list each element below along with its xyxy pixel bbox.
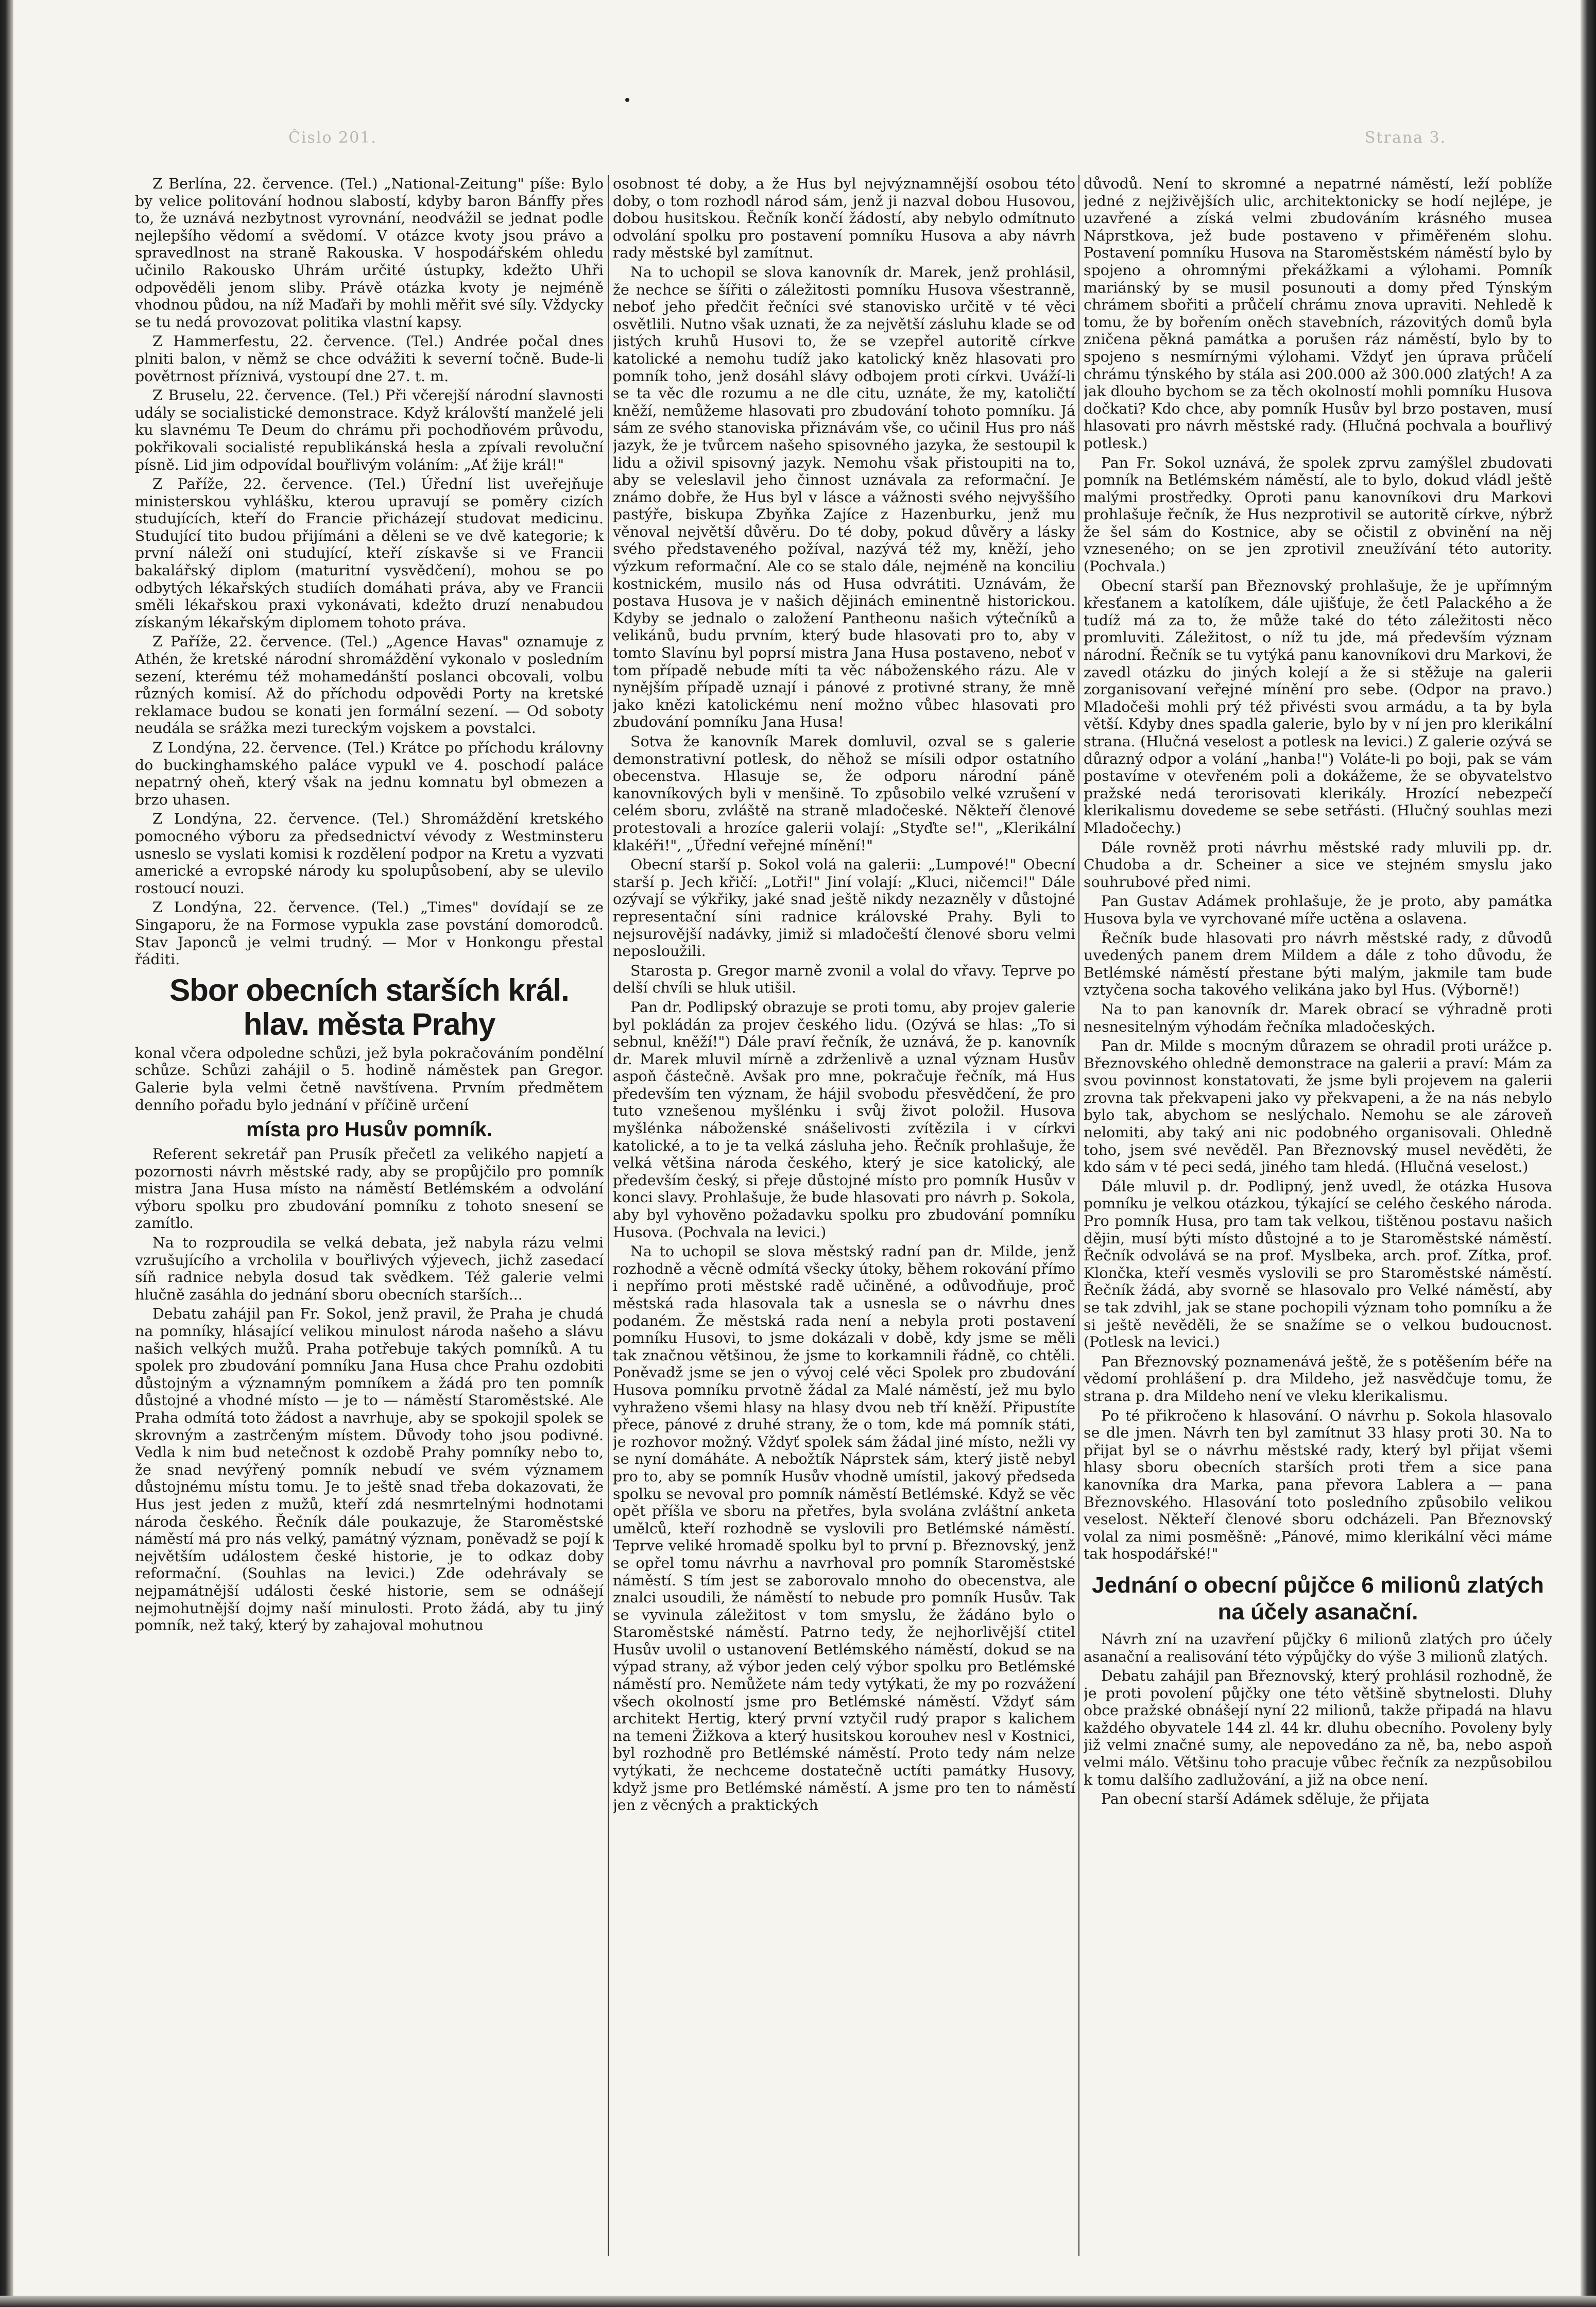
news-item-london-1: Z Londýna, 22. července. (Tel.) Krátce po příchodu královny do buckinghamského paláce vypukl ve 4. poschodí paláce nepatrný oheň, který však na jednu komnatu byl obmezen a brzo uhasen. xyxy=(135,739,604,808)
column-left xyxy=(135,175,604,2271)
bleed-through-page-number: Čislo 201. xyxy=(288,129,377,146)
article-paragraph: Pan dr. Podlipský obrazuje se proti tomu, aby projev galerie byl pokládán za projev českého lidu. (Ozývá se hlas: „To si sebnul, kněží!") Dále praví řečník, že uznává, že p. kanovník dr. Marek mluvil mírně a zdrženlivě a uznal význam Husův aspoň částečně. Avšak pro mne, pokračuje řečník, má Hus především ten význam, že hájil svobodu přesvědčení, že pro tuto vznešenou myšlénku i svůj život položil. Husova myšlénka náboženské snášelivosti zvítězila i v církvi katolické, a to je ta velká zásluha jeho. Řečník prohlašuje, že velká většina národa českého, který je sice katolický, ale především český, si přeje důstojné místo pro pomník Husův v konci slavy. Prohlašuje, že bude hlasovati pro návrh p. Sokola, aby byl vyhověno požadavku spolku pro zbudování pomníku Husova. (Pochvala na levici.) xyxy=(613,998,1075,1241)
article-paragraph: Pan dr. Milde s mocným důrazem se ohradil proti urážce p. Březnovského ohledně demonstrace na galerii a praví: Mám za svou povinnost konstatovati, že jsme byli projevem na galerii zrovna tak překvapeni jako vy překvapeni, a že na nás nebylo bylo tak, abychom se neslýchalo. Nemohu se ale zároveň nelomiti, aby taký ani nic podobného organisovali. Ohledně toho, jsem své nevěděl. Pan Březnovský musel nevěděti, že kdo sám v té peci sedá, jiného tam hledá. (Hlučná veselost.) xyxy=(1084,1037,1552,1176)
article-paragraph: Obecní starší pan Březnovský prohlašuje, že je upřímným křesťanem a katolíkem, dále ujišťuje, že četl Palackého a že tudíž má za to, že může také do této záležitosti něco promluviti. Záležitost, o níž tu jde, má především význam národní. Řečník se tu vytýká panu kanovníkovi dru Markovi, že zavedl otázku do jiných kolejí a že si stěžuje na galerii zorganisovaní veřejné mínění pro sebe. (Odpor na pravo.) Mladočeši mohli prý též přivésti svou armádu, a ta by byla větší. Kdyby dnes spadla galerie, bylo by v ní jen pro klerikální strana. (Hlučná veselost a potlesk na levici.) Z galerie ozývá se důrazný odpor a volání „hanba!") Voláte-li po boji, pak se vám postavíme v otevřeném poli a dokážeme, že se obyvatelstvo pražské nedá terorisovati klerikály. Hrozící nebezpečí klerikalismu dovedeme se sebe setřásti. (Hlučný souhlas mezi Mladočechy.) xyxy=(1084,577,1552,836)
column-right xyxy=(1084,175,1552,2271)
article-paragraph: Pan Fr. Sokol uznává, že spolek zprvu zamýšlel zbudovati pomník na Betlémském náměstí, ale to bylo, dokud vládl ještě malými prostředky. Oproti panu kanovníkovi dru Markovi prohlašuje řečník, že Hus nezprotivil se autoritě církve, nýbrž že šel sám do Kostnice, aby se očistil z obvinění na něj vzneseného; on se jen zprotivil zneužívání této autority. (Pochvala.) xyxy=(1084,454,1552,575)
article-paragraph: Pan Březnovský poznamenává ještě, že s potěšením béře na vědomí prohlášení p. dra Mildeho, jež nasvědčuje tomu, že strana p. dra Mildeho není ve vleku klerikalismu. xyxy=(1084,1353,1552,1405)
article-subheadline-hus-monument: místa pro Husův pomník. xyxy=(246,1118,492,1141)
news-item-berlin: Z Berlína, 22. července. (Tel.) „National-Zeitung" píše: Bylo by velice politování hodnou slabostí, kdyby baron Bánffy přes to, že uznává nezbytnost vyrovnání, neodvážil se jednat podle nejlepšího vědomí a svědomí. V otázce kvoty jsou právo a spravedlnost na straně Rakouska. V hospodářském ohledu učinilo Rakousko Uhrám určité ústupky, kdežto Uhři odpověděli jenom sliby. Právě otázka kvoty je nejméně vhodnou půdou, na níž Maďaři by mohli měřit své síly. Vždycky se tu nedá provozovat politika vlastní kapsy. xyxy=(135,175,604,331)
article-paragraph: Na to rozproudila se velká debata, jež nabyla rázu velmi vzrušujícího a vrcholila v bouřlivých výjevech, jichž zasedací síň radnice nebyla dosud tak svědkem. Též galerie velmi hlučně zasáhla do jednání sboru obecních starších... xyxy=(135,1234,604,1303)
article-paragraph: Dále mluvil p. dr. Podlipný, jenž uvedl, že otázka Husova pomníku je velkou otázkou, týkající se celého českého národa. Pro pomník Husa, pro tam tak velkou, tištěnou postavu našich dějin, musí býti místo důstojné a to je Staroměstské náměstí. Řečník odvolává se na prof. Myslbeka, arch. prof. Zítka, prof. Klončka, kteří vesměs vyslovili se pro Staroměstské náměstí. Řečník žádá, aby svorně se hlasovalo pro Velké náměstí, aby se tak zdvihl, jak se stane pochopili význam toho pomníku a že si ještě nevěděli, že se snažíme se o velkou budoucnost. (Potlesk na levici.) xyxy=(1084,1177,1552,1351)
news-item-paris-1: Z Paříže, 22. července. (Tel.) Úřední list uveřejňuje ministerskou vyhlášku, kterou upravují se poměry cizích studujících, kteří do Francie přicházejí studovat medicinu. Studující tito budou přijímáni a děleni se ve dvě kategorie; k první náleží oni studující, kteří získavše si ve Francii bakalářský diplom (maturitní vysvědčení), mohou se po odbytých lékařských studiích domáhati práva, aby ve Francii směli lékařskou praxi vykonávati, kdežto druzí nenabudou získaným lékařským diplomem tohoto práva. xyxy=(135,475,604,631)
article-paragraph: Řečník bude hlasovati pro návrh městské rady, z důvodů uvedených panem drem Mildem a dále z toho důvodu, že Betlémské náměstí přestane býti malým, jakmile tam bude vztyčena socha takového velikána jako byl Hus. (Výborně!) xyxy=(1084,929,1552,999)
column-rule-1 xyxy=(608,175,609,2256)
article-paragraph: Referent sekretář pan Prusík přečetl za velikého napjetí a pozornosti návrh městské rady, aby se propůjčilo pro pomník mistra Jana Husa místo na náměstí Betlémském a odvolání výboru spolku pro zbudování pomníku z tohoto snesení se zamítlo. xyxy=(135,1146,604,1232)
article-paragraph: Starosta p. Gregor marně zvonil a volal do vřavy. Teprve po delší chvíli se hluk utišil. xyxy=(613,962,1075,997)
article-paragraph: Obecní starší p. Sokol volá na galerii: „Lumpové!" Obecní starší p. Jech křičí: „Lotři!" Jiní volají: „Kluci, ničemci!" Dále ozývají se výkřiky, jaké snad ještě nikdy nezazněly v důstojné representační síni radnice královské Prahy. Byli to nejsurovější nadávky, jimiž si mladočeští členové sboru velmi neposloužili. xyxy=(613,856,1075,960)
article-paragraph: Na to pan kanovník dr. Marek obrací se výhradně proti nesnesitelným výhodám řečníka mladočeských. xyxy=(1084,1000,1552,1035)
article-paragraph: Debatu zahájil pan Březnovský, který prohlásil rozhodně, že je proti povolení půjčky one této většině sbytnelosti. Dluhy obce pražské obnášejí nyní 22 milionů, takže připadá na hlavu každého obyvatele 144 zl. 44 kr. dluhu obecního. Povoleny byly již velmi značné sumy, ale nepovedáno za ně, ba, nebo aspoň velmi málo. Většinu toho pracuje vůbec řečník za nezpůsobilou k tomu dalšího zadlužování, a již na obce není. xyxy=(1084,1667,1552,1788)
article-headline-loan: Jednání o obecní půjčce 6 milionů zlatých na účely asanační. xyxy=(1092,1572,1544,1625)
article-paragraph: Návrh zní na uzavření půjčky 6 milionů zlatých pro účely asanační a realisování této výpůjčky do výše 3 milionů zlatých. xyxy=(1084,1630,1552,1665)
article-paragraph: Pan Gustav Adámek prohlašuje, že je proto, aby památka Husova byla ve vyrchované míře uctěna a oslavena. xyxy=(1084,893,1552,927)
news-item-london-3: Z Londýna, 22. července. (Tel.) „Times" dovídají se ze Singaporu, že na Formose vypukla zase povstání domorodců. Stav Japonců je velmi trudný. — Mor v Honkongu přestal řáditi. xyxy=(135,899,604,968)
scan-edge-bottom xyxy=(0,2296,1596,2307)
article-paragraph: důvodů. Není to skromné a nepatrné náměstí, leží poblíže jedné z nejživějších ulic, architektonicky se hodí nejlépe, je uzavřené a získá velmi zbudováním krásného musea Náprstkova, jež bude postaveno v přiměřeném slohu. Postavení pomníku Husova na Staroměstském náměstí bylo by spojeno a ohromnými překážkami a výlohami. Pomník mariánský by se musil posunouti a domy před Týnským chrámem sbořiti a průčelí chrámu znova upraviti. Nehledě k tomu, že by bořením oněch stavebních, rázovitých domů byla zničena pěkná památka a porušen ráz náměstí, bylo by to spojeno s nesmírnými výlohami. Vždyť jen úprava průčelí chrámu týnského by stála asi 200.000 až 300.000 zlatých! A za jak dlouho bychom se za těch okolností mohli pomníku Husova dočkati? Kdo chce, aby pomník Husův byl brzo postaven, musí hlasovati pro návrh městské rady. (Hlučná pochvala a bouřlivý potlesk.) xyxy=(1084,175,1552,452)
article-headline-council: Sbor obecních starších král. hlav. města Prahy xyxy=(169,972,569,1041)
bleed-through-page-label: Strana 3. xyxy=(1365,129,1447,146)
news-item-london-2: Z Londýna, 22. července. (Tel.) Shromáždění kretského pomocného výboru za předsednictví vévody z Westminsteru usneslo se vyslati komisi k rozdělení podpor na Kretu a vyzvati americké a evropské národy ku spolupůsobení, aby se ulevilo rostoucí nouzi. xyxy=(135,810,604,897)
article-paragraph: Po té přikročeno k hlasování. O návrhu p. Sokola hlasovalo se dle jmen. Návrh ten byl zamítnut 33 hlasy proti 30. Na to přijat byl se o návrhu městské rady, který byl přijat všemi hlasy sboru obecních starších proti třem a sice pana kanovníka dra Marka, pana převora Lablera a — pana Březnovského. Hlasování toto posledního způsobilo velikou veselost. Někteří členové sboru odcházeli. Pan Březnovský volal za nimi posměšně: „Pánové, mimo klerikální věci máme tak hospodářské!" xyxy=(1084,1407,1552,1563)
news-item-paris-2: Z Paříže, 22. července. (Tel.) „Agence Havas" oznamuje z Athén, že kretské národní shromáždění vykonalo v posledním sezení, kterému též mohamedánští poslanci obcovali, volbu různých komisí. Až do příchodu odpovědi Porty na kretské reklamace budou se konati jen formální sezení. — Od soboty neudála se srážka mezi tureckým vojskem a povstalci. xyxy=(135,633,604,737)
news-item-hammerfest: Z Hammerfestu, 22. července. (Tel.) Andrée počal dnes plniti balon, v němž se chce odvážiti k severní točně. Bude-li povětrnost příznivá, vystoupí dne 27. t. m. xyxy=(135,333,604,385)
scan-edge-left xyxy=(0,0,13,2307)
article-paragraph: Dále rovněž proti návrhu městské rady mluvili pp. dr. Chudoba a dr. Scheiner a sice ve stejném smyslu jako souhrubové před nimi. xyxy=(1084,839,1552,891)
news-item-brussels: Z Bruselu, 22. července. (Tel.) Při včerejší národní slavnosti udály se socialistické demonstrace. Když královští manželé jeli ku slavnému Te Deum do chrámu při pochodňovém průvodu, pokřikovali socialisté republikánská hesla a zpívali revoluční písně. Lid jim odpovídal bouřlivým voláním: „Ať žije král!" xyxy=(135,387,604,473)
article-paragraph: Na to uchopil se slova městský radní pan dr. Milde, jenž rozhodně a věcně odmítá všecky útoky, během rokování přímo i nepřímo proti městské radě učiněné, a odůvodňuje, proč městská rada hlasovala tak a usnesla se o návrhu dnes podaném. Že městská rada není a nebyla proti postavení pomníku Husovi, to jsme dokázali v době, kdy jsme se měli tak značnou většinou, že jsme to korkamnili řádně, co chtěli. Poněvadž jsme se jen o vývoj celé věci Spolek pro zbudování Husova pomníku prvotně žádal za Malé náměstí, jež mu bylo vyhraženo všemi hlasy na hlasy dvou neb tří kněží. Připustíte přece, pánové z druhé strany, že o tom, kde má pomník státi, je rozhovor možný. Vždyť spolek sám žádal jiné místo, nežli vy se nyní domáháte. A nebožtík Náprstek sám, který jistě nebyl pro to, aby se pomník Husův vhodně umístil, jakový předseda spolku se nevoval pro pomník náměstí Betlémské. Když se věc opět příšla ve sboru na přetřes, byla svolána zvláštní anketa umělců, kteří rozhodně se vyslovili pro Betlémské náměstí. Teprve veliké hromadě spolku byl to první p. Březnovský, jenž se opřel tomu návrhu a navrhoval pro pomník Staroměstské náměstí. S tím jest se zaborovalo mnoho do obecenstva, ale znalci usoudili, že náměstí to nebude pro pomník Husův. Tak se vyvinula záležitost v tom smyslu, že žádáno bylo o Staroměstské náměstí. Patrno tedy, že nejhorlivější ctitel Husův uvolil o ustanovení Betlémského náměstí, dokud se na výpad strany, až výbor jeden celý výbor spolku pro Betlémské náměstí pro. Nemůžete nám tedy vytýkati, že my po rozvážení všech okolností jsme pro Betlémské náměstí. Vždyť sám architekt Hertig, který první vztyčil rudý prapor s kalichem na temeni Žižkova a který husitskou korouhev nesl v Kostnici, byl rozhodně pro Betlémské náměstí. Proto tedy nám nelze vytýkati, že nechceme dostatečně uctíti památky Husovy, když jsme pro Betlémské náměstí. A jsme pro ten to náměstí jen z věcných a praktických xyxy=(613,1243,1075,1814)
scan-edge-right xyxy=(1581,0,1596,2307)
column-rule-2 xyxy=(1078,175,1079,2256)
column-middle xyxy=(613,175,1075,2271)
article-paragraph: Debatu zahájil pan Fr. Sokol, jenž pravil, že Praha je chudá na pomníky, hlásající velikou minulost národa našeho a slávu našich velkých mužů. Praha potřebuje takých pomníků. A tu spolek pro zbudování pomníku Jana Husa chce Prahu ozdobiti důstojným a významným pomníkem a žádá pro ten pomník důstojné a vhodné místo — je to — náměstí Staroměstské. Ale Praha odmítá toto žádost a navrhuje, aby se spokojil spolek se skrovným a zastrčeným místem. Důvody toho jsou podivné. Vedla k nim bud netečnost k ozdobě Prahy pomníky nebo to, že snad nevýřený pomník nebudí ve svém významem důstojnému místu tomu. Je to ještě snad třeba dokazovati, že Hus jest jeden z mužů, kteří zdá nesmrtelnými hodnotami národa českého. Řečník dále poukazuje, že Staroměstské náměstí má pro nás velký, památný význam, poněvadž se pojí k největším událostem české historie, je to odkaz doby reformační. (Souhlas na levici.) Zde odehrávaly se nejpamátnější události české historie, sem se odnášejí nejmohutnější dojmy naší minulosti. Proto žádá, aby tu jiný pomník, než taký, který by zahajoval mohutnou xyxy=(135,1305,604,1634)
article-paragraph: Sotva že kanovník Marek domluvil, ozval se s galerie demonstrativní potlesk, do něhož se mísili odpor ostatního obecenstva. Hlasuje se, že odporu národní páně kanovníkových byli v menšině. To způsobilo velké vzrušení v celém sboru, zvláště na straně mladočeské. Někteří členové protestovali a hrozíce galerii volají: „Styďte se!", „Klerikální klakéři!", „Úřední veřejné mínění!" xyxy=(613,733,1075,854)
article-paragraph: osobnost té doby, a že Hus byl nejvýznamnější osobou této doby, o tom rozhodl národ sám, jenž ji nazval dobou Husovou, dobou husitskou. Řečník končí žádostí, aby nebylo odmítnuto odvolání spolku pro postavení pomníku Husova a aby návrh rady městské byl zamítnut. xyxy=(613,175,1075,262)
article-paragraph: Pan obecní starší Adámek sděluje, že přijata xyxy=(1101,1790,1430,1808)
article-paragraph: Na to uchopil se slova kanovník dr. Marek, jenž prohlásil, že nechce se šířiti o záležitosti pomníku Husova všestranně, neboť jeho předčit řečníci své stanovisko určitě v té věci osvětlili. Nutno však uznati, že za největší zásluhu klade se od jistých kruhů Husovi to, že se vzepřel autoritě církve katolické a nemohu tudíž jako katolický kněz hlasovati pro pomník toho, jenž dosáhl slávy odbojem proti církvi. Uváží-li se ta věc dle rozumu a ne dle citu, uznáte, že my, katoličtí kněží, nemůžeme hlasovati pro zbudování tohoto pomníku. Já sám ze svého stanoviska přiznávám vše, co učinil Hus pro náš jazyk, že je tvůrcem našeho spisovného jazyka, že sestoupil k lidu a oživil spisovný jazyk. Nemohu však přistoupiti na to, aby se veleslavil jeho činnost uznávala za reformační. Je známo dobře, že Hus byl v lásce a vážnosti svého nejvyššího pastýře, biskupa Zbyňka Zajíce z Hazenburku, jenž mu věnoval největší důvěru. Do té doby, pokud důvěry a lásky svého představeného požíval, nazývá též my, kněží, jeho výzkum reformační. Ale co se stalo dále, nejméně na konciliu kostnickém, musilo nás od Husa odvrátiti. Uznávám, že postava Husova je v našich dějinách eminentně historickou. Kdyby se jednalo o založení Pantheonu našich výtečníků a velikánů, budu prvním, který bude hlasovati pro to, aby v tomto Slavínu byl poprsí mistra Jana Husa postaveno, neboť v tom případě nebude míti ta věc náboženského rázu. Ale v nynějším případě uznají i pánové z protivné strany, že mně jako knězi katolickému není možno vůbec hlasovati pro zbudování pomníku Jana Husa! xyxy=(613,263,1075,731)
article-lead: konal včera odpoledne schůzi, jež byla pokračováním pondělní schůze. Schůzi zahájil o 5. hodině náměstek pan Gregor. Galerie byla velmi četně navštívena. Prvním předmětem denního pořadu bylo jednání v příčině určení xyxy=(135,1044,604,1114)
scan-speck xyxy=(625,98,629,102)
